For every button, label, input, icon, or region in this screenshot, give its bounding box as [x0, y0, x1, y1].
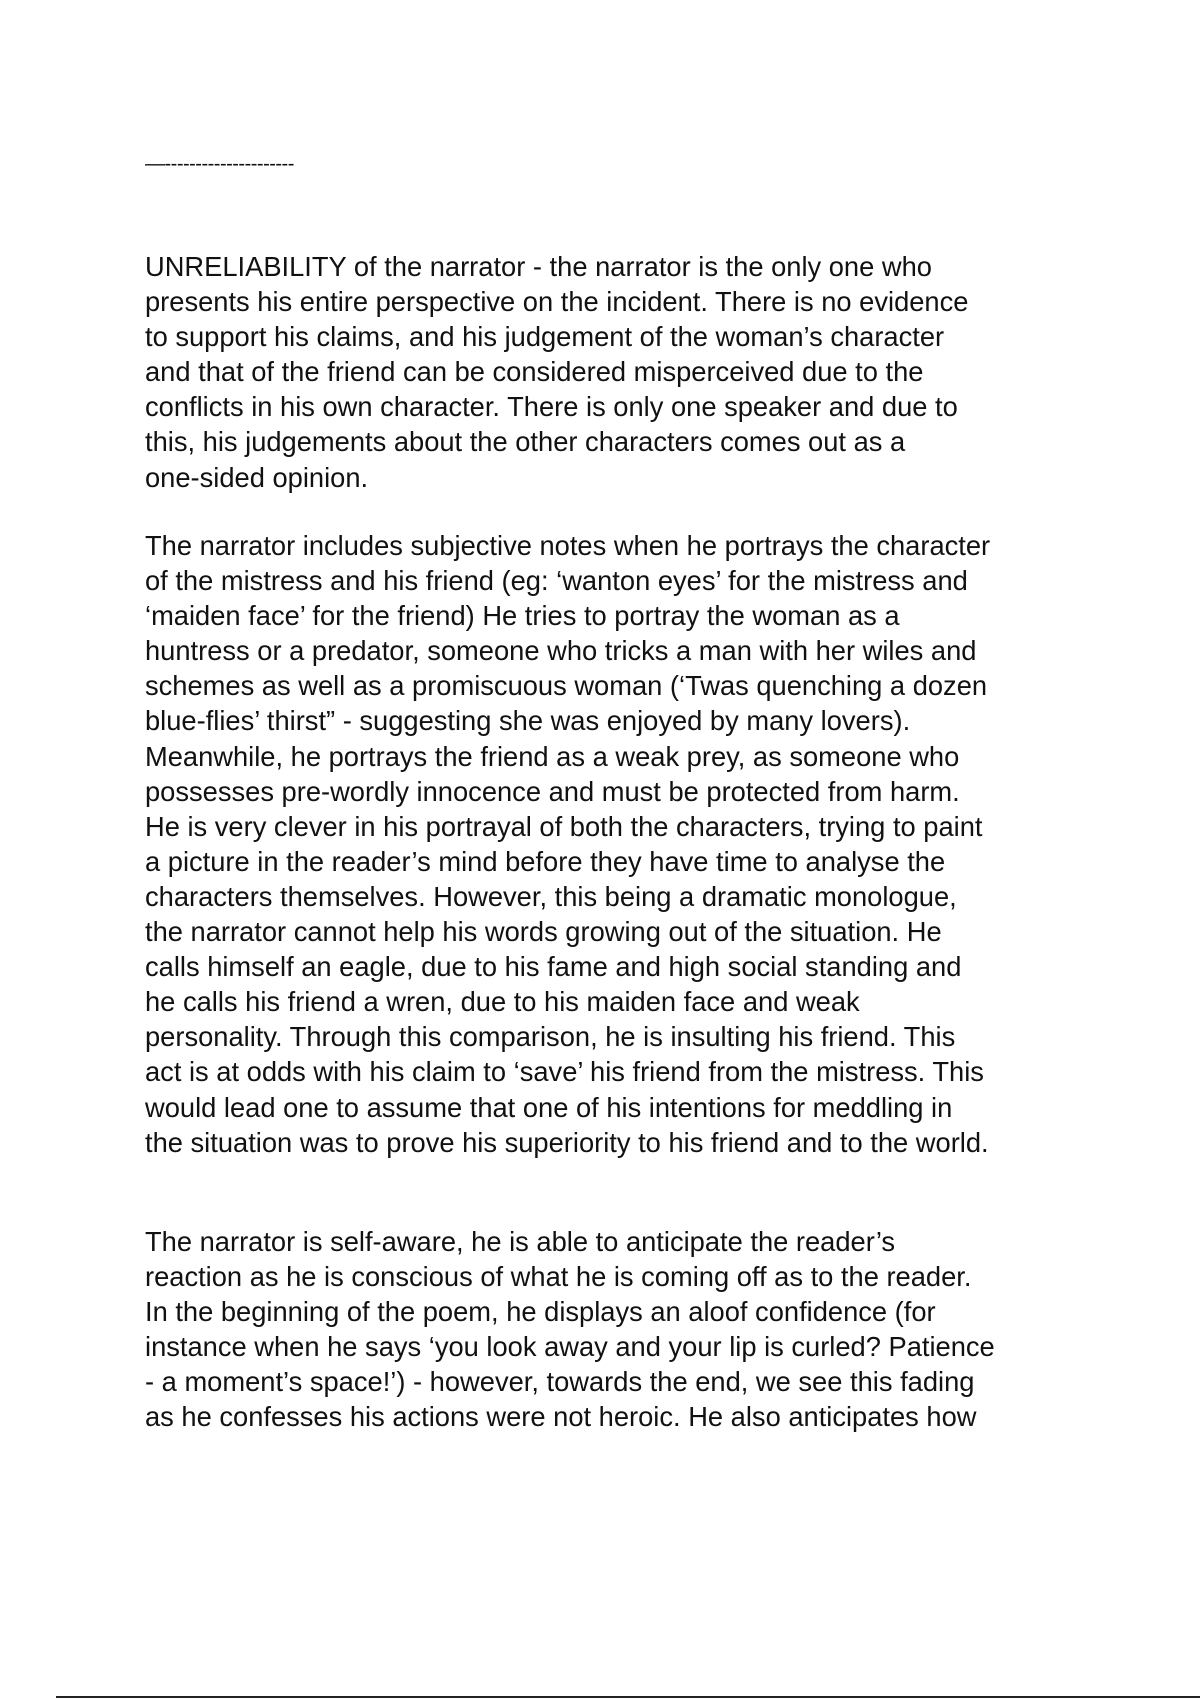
page-bottom-rule — [56, 1696, 1200, 1698]
text-line: possesses pre-wordly innocence and must be protected from harm. — [145, 775, 960, 807]
text-line: conflicts in his own character. There is only one speaker and due to — [145, 391, 958, 423]
text-line: of the mistress and his friend (eg: ‘wanton eyes’ for the mistress and — [145, 565, 968, 597]
text-line: he calls his friend a wren, due to his maiden face and weak — [145, 986, 860, 1018]
text-line: calls himself an eagle, due to his fame and high social standing and — [145, 951, 962, 983]
text-line: - a moment’s space!’) - however, towards the end, we see this fading — [145, 1366, 975, 1398]
text-line: one-sided opinion. — [145, 461, 369, 493]
paragraph-subjective-notes — [145, 528, 1095, 1160]
text-line: UNRELIABILITY of the narrator - the narrator is the only one who — [145, 251, 932, 282]
text-line: presents his entire perspective on the incident. There is no evidence — [145, 286, 969, 318]
text-line: In the beginning of the poem, he displays an aloof confidence (for — [145, 1296, 936, 1328]
text-line: this, his judgements about the other characters comes out as a — [145, 426, 906, 458]
text-line: characters themselves. However, this being a dramatic monologue, — [145, 880, 957, 912]
text-line: The narrator includes subjective notes when he portrays the character — [145, 530, 991, 561]
paragraph-self-aware — [145, 1224, 1095, 1435]
text-line: instance when he says ‘you look away and your lip is curled? Patience — [145, 1331, 995, 1363]
text-line: a picture in the reader’s mind before they have time to analyse the — [145, 845, 946, 877]
text-line: He is very clever in his portrayal of both the characters, trying to paint — [145, 810, 983, 842]
text-line: would lead one to assume that one of his intentions for meddling in — [145, 1091, 953, 1123]
text-line: schemes as well as a promiscuous woman (‘Twas quenching a dozen — [145, 670, 988, 702]
text-line: to support his claims, and his judgement of the woman’s character — [145, 321, 945, 353]
text-line: and that of the friend can be considered misperceived due to the — [145, 356, 924, 388]
paragraph-unreliability — [145, 249, 1095, 495]
text-line: ‘maiden face’ for the friend) He tries to portray the woman as a — [145, 600, 900, 632]
text-line: Meanwhile, he portrays the friend as a weak prey, as someone who — [145, 740, 960, 772]
text-line: as he confesses his actions were not heroic. He also anticipates how — [145, 1401, 977, 1433]
text-line: reaction as he is conscious of what he is coming off as to the reader. — [145, 1261, 972, 1293]
text-line: the narrator cannot help his words growing out of the situation. He — [145, 916, 942, 948]
text-line: personality. Through this comparison, he is insulting his friend. This — [145, 1021, 956, 1053]
text-line: huntress or a predator, someone who tricks a man with her wiles and — [145, 635, 977, 667]
text-line: the situation was to prove his superiority to his friend and to the world. — [145, 1126, 989, 1158]
text-line: The narrator is self-aware, he is able to anticipate the reader’s — [145, 1226, 896, 1257]
text-line: blue-flies’ thirst” - suggesting she was enjoyed by many lovers). — [145, 705, 911, 737]
text-line: act is at odds with his claim to ‘save’ his friend from the mistress. This — [145, 1056, 984, 1088]
separator-line: —--------------------- — [145, 153, 294, 175]
